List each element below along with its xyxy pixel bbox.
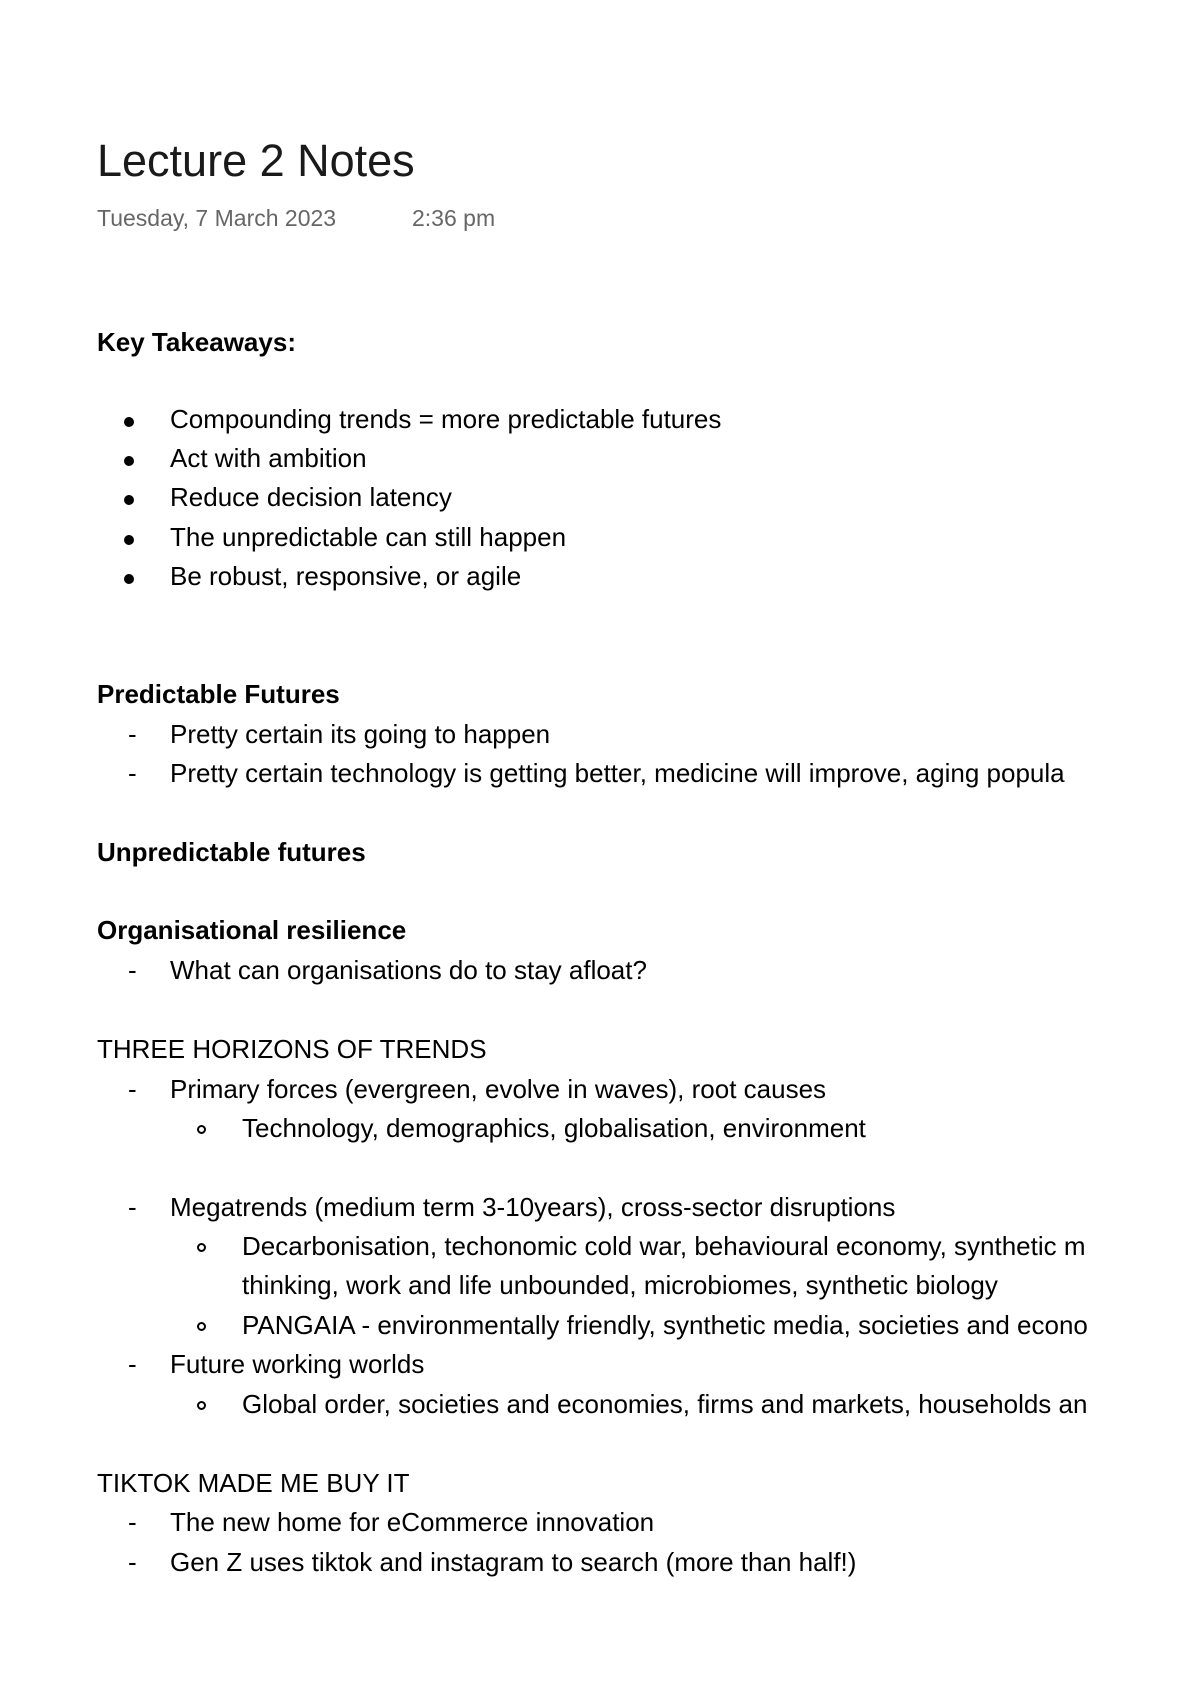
list-item: The unpredictable can still happen bbox=[170, 522, 567, 552]
bullet-icon bbox=[124, 535, 134, 545]
note-time: 2:36 pm bbox=[412, 205, 496, 231]
list-item: What can organisations do to stay afloat? bbox=[170, 955, 647, 985]
dash-icon: - bbox=[128, 955, 137, 985]
bullet-icon bbox=[124, 574, 134, 584]
dash-icon: - bbox=[128, 719, 137, 749]
list-item: Pretty certain its going to happen bbox=[170, 719, 551, 749]
key-takeaways-heading: Key Takeaways: bbox=[97, 327, 296, 357]
list-item: Global order, societies and economies, firms and markets, households an bbox=[242, 1389, 1088, 1419]
dash-icon: - bbox=[128, 1507, 137, 1537]
list-item: Technology, demographics, globalisation, environment bbox=[242, 1113, 866, 1143]
list-item: Be robust, responsive, or agile bbox=[170, 561, 522, 591]
list-item: PANGAIA - environmentally friendly, synthetic media, societies and econo bbox=[242, 1310, 1088, 1340]
bullet-icon bbox=[124, 417, 134, 427]
dash-icon: - bbox=[128, 1074, 137, 1104]
circle-bullet-icon bbox=[197, 1125, 206, 1134]
list-item: Future working worlds bbox=[170, 1349, 425, 1379]
tiktok-heading: TIKTOK MADE ME BUY IT bbox=[97, 1468, 410, 1498]
list-item: Megatrends (medium term 3-10years), cross-sector disruptions bbox=[170, 1192, 896, 1222]
dash-icon: - bbox=[128, 1192, 137, 1222]
list-item-continuation: thinking, work and life unbounded, microbiomes, synthetic biology bbox=[242, 1270, 998, 1300]
list-item: Gen Z uses tiktok and instagram to search (more than half!) bbox=[170, 1547, 857, 1577]
circle-bullet-icon bbox=[197, 1401, 206, 1410]
bullet-icon bbox=[124, 456, 134, 466]
list-item: Pretty certain technology is getting better, medicine will improve, aging popula bbox=[170, 758, 1065, 788]
bullet-icon bbox=[124, 495, 134, 505]
circle-bullet-icon bbox=[197, 1322, 206, 1331]
list-item: The new home for eCommerce innovation bbox=[170, 1507, 655, 1537]
organisational-resilience-heading: Organisational resilience bbox=[97, 915, 407, 945]
dash-icon: - bbox=[128, 1349, 137, 1379]
list-item: Compounding trends = more predictable futures bbox=[170, 404, 722, 434]
list-item: Primary forces (evergreen, evolve in waves), root causes bbox=[170, 1074, 827, 1104]
note-date: Tuesday, 7 March 2023 bbox=[97, 205, 337, 231]
dash-icon: - bbox=[128, 1547, 137, 1577]
list-item: Act with ambition bbox=[170, 443, 367, 473]
list-item: Reduce decision latency bbox=[170, 482, 452, 512]
list-item: Decarbonisation, techonomic cold war, behavioural economy, synthetic m bbox=[242, 1231, 1086, 1261]
dash-icon: - bbox=[128, 758, 137, 788]
unpredictable-futures-heading: Unpredictable futures bbox=[97, 837, 366, 867]
predictable-futures-heading: Predictable Futures bbox=[97, 679, 340, 709]
three-horizons-heading: THREE HORIZONS OF TRENDS bbox=[97, 1034, 487, 1064]
page-title: Lecture 2 Notes bbox=[97, 135, 415, 186]
circle-bullet-icon bbox=[197, 1243, 206, 1252]
